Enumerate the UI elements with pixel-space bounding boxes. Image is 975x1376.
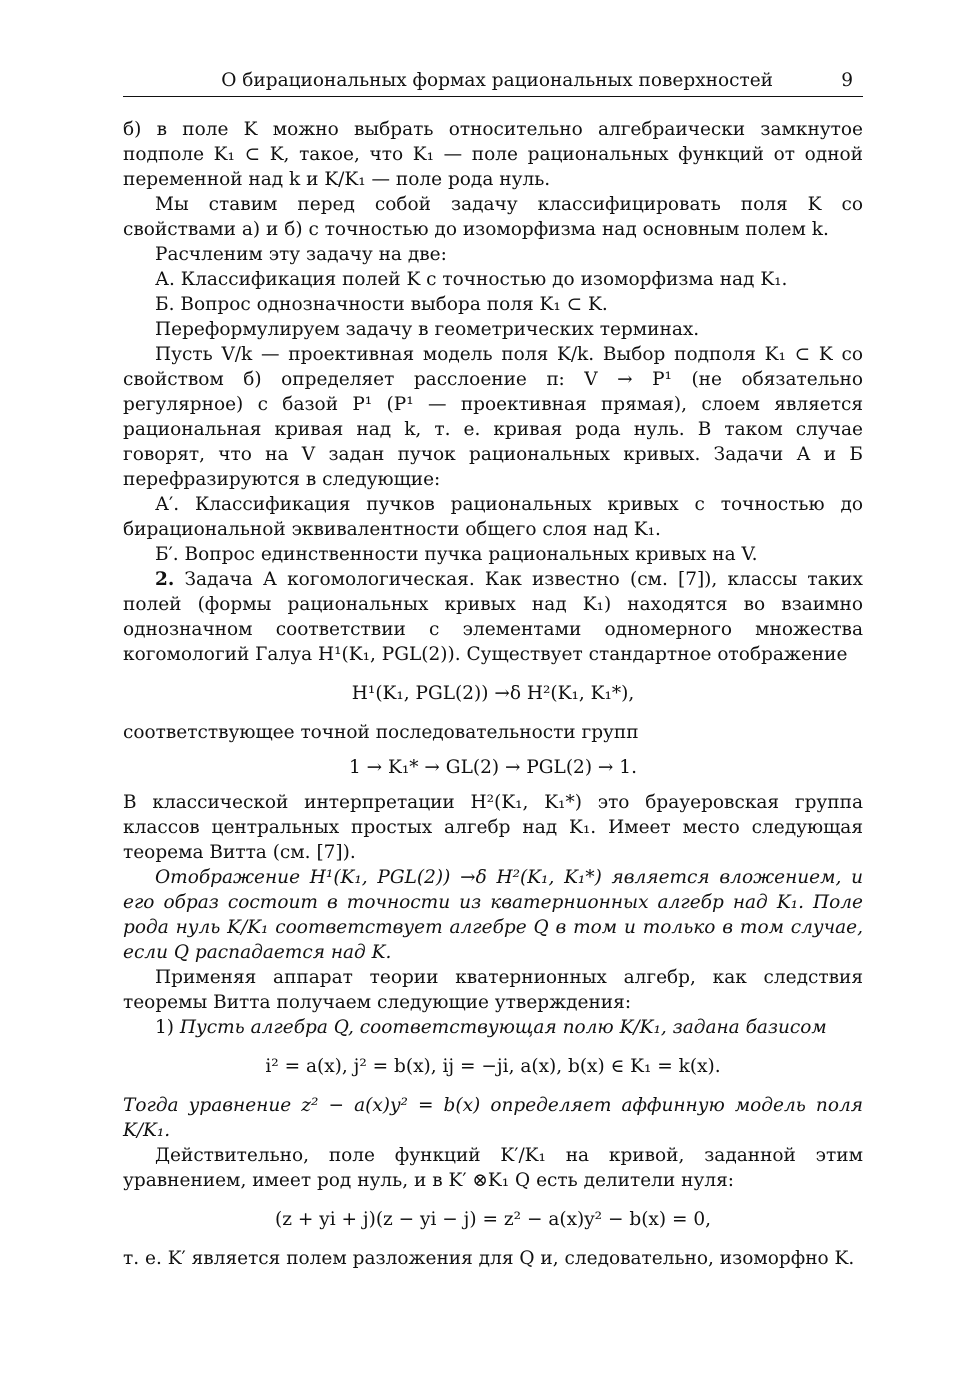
- paragraph: Тогда уравнение z² − a(x)y² = b(x) определяет аффинную модель поля K/K₁.: [123, 1095, 863, 1141]
- list-item-paragraph: [123, 1015, 863, 1040]
- paragraph: А′. Классификация пучков рациональных кривых с точностью до бирациональной эквивалентности общего слоя над K₁.: [123, 494, 863, 540]
- page: [123, 68, 863, 1271]
- paragraph: Переформулируем задачу в геометрических терминах.: [155, 319, 700, 340]
- theorem-statement: Отображение H¹(K₁, PGL(2)) →δ H²(K₁, K₁*) является вложением, и его образ состоит в точности из кватернионных алгебр над K₁. Поле рода нуль K/K₁ соответствует алгебре Q в том и только в том случае, если Q распадается над K.: [123, 867, 863, 963]
- paragraph-text: Задача А когомологическая. Как известно (см. [7]), классы таких полей (формы рациональных кривых над K₁) находятся во взаимно однозначном соответствии с элементами одномерного множества когомологий Галуа H¹(K₁, PGL(2)). Существует стандартное отображение: [123, 569, 863, 665]
- paragraph: б) в поле K можно выбрать относительно алгебраически замкнутое подполе K₁ ⊂ K, такое, что K₁ — поле рациональных функций от одной переменной над k и K/K₁ — поле рода нуль.: [123, 119, 863, 190]
- running-title: О бирациональных формах рациональных поверхностей: [221, 70, 773, 91]
- section-number: 2.: [155, 569, 175, 590]
- paragraph: Б. Вопрос однозначности выбора поля K₁ ⊂ K.: [155, 294, 608, 315]
- paragraph: Пусть V/k — проективная модель поля K/k. Выбор подполя K₁ ⊂ K со свойством б) определяет расслоение π: V → P¹ (не обязательно регулярное) с базой P¹ (P¹ — проективная прямая), слоем является рациональная кривая над k, т. е. кривая рода нуль. В таком случае говорят, что на V задан пучок рациональных кривых. Задачи А и Б перефразируются в следующие:: [123, 344, 863, 490]
- section-paragraph: [123, 567, 863, 667]
- paragraph: Расчленим эту задачу на две:: [155, 244, 447, 265]
- display-equation: 1 → K₁* → GL(2) → PGL(2) → 1.: [349, 757, 637, 778]
- paragraph: Мы ставим перед собой задачу классифицировать поля K со свойствами а) и б) с точностью до изоморфизма над основным полем k.: [123, 194, 863, 240]
- paragraph: Применяя аппарат теории кватернионных алгебр, как следствия теоремы Витта получаем следующие утверждения:: [123, 967, 863, 1013]
- display-equation: i² = a(x), j² = b(x), ij = −ji, a(x), b(x) ∈ K₁ = k(x).: [265, 1056, 721, 1077]
- paragraph: Действительно, поле функций K′/K₁ на кривой, заданной этим уравнением, имеет род нуль, и в K′ ⊗K₁ Q есть делители нуля:: [123, 1145, 863, 1191]
- display-equation: H¹(K₁, PGL(2)) →δ H²(K₁, K₁*),: [351, 683, 635, 704]
- page-number: 9: [841, 70, 853, 91]
- display-equation: (z + yi + j)(z − yi − j) = z² − a(x)y² − b(x) = 0,: [275, 1209, 711, 1230]
- paragraph-text: Пусть алгебра Q, соответствующая полю K/K₁, задана базисом: [179, 1017, 827, 1038]
- item-number: 1): [155, 1017, 174, 1038]
- running-header: [123, 68, 863, 97]
- paragraph: Б′. Вопрос единственности пучка рациональных кривых на V.: [155, 544, 758, 565]
- paragraph: соответствующее точной последовательности групп: [123, 722, 639, 743]
- paragraph: А. Классификация полей K с точностью до изоморфизма над K₁.: [155, 269, 788, 290]
- paragraph: В классической интерпретации H²(K₁, K₁*) это брауеровская группа классов центральных простых алгебр над K₁. Имеет место следующая теорема Витта (см. [7]).: [123, 792, 863, 863]
- paragraph: т. е. K′ является полем разложения для Q и, следовательно, изоморфно K.: [123, 1248, 855, 1269]
